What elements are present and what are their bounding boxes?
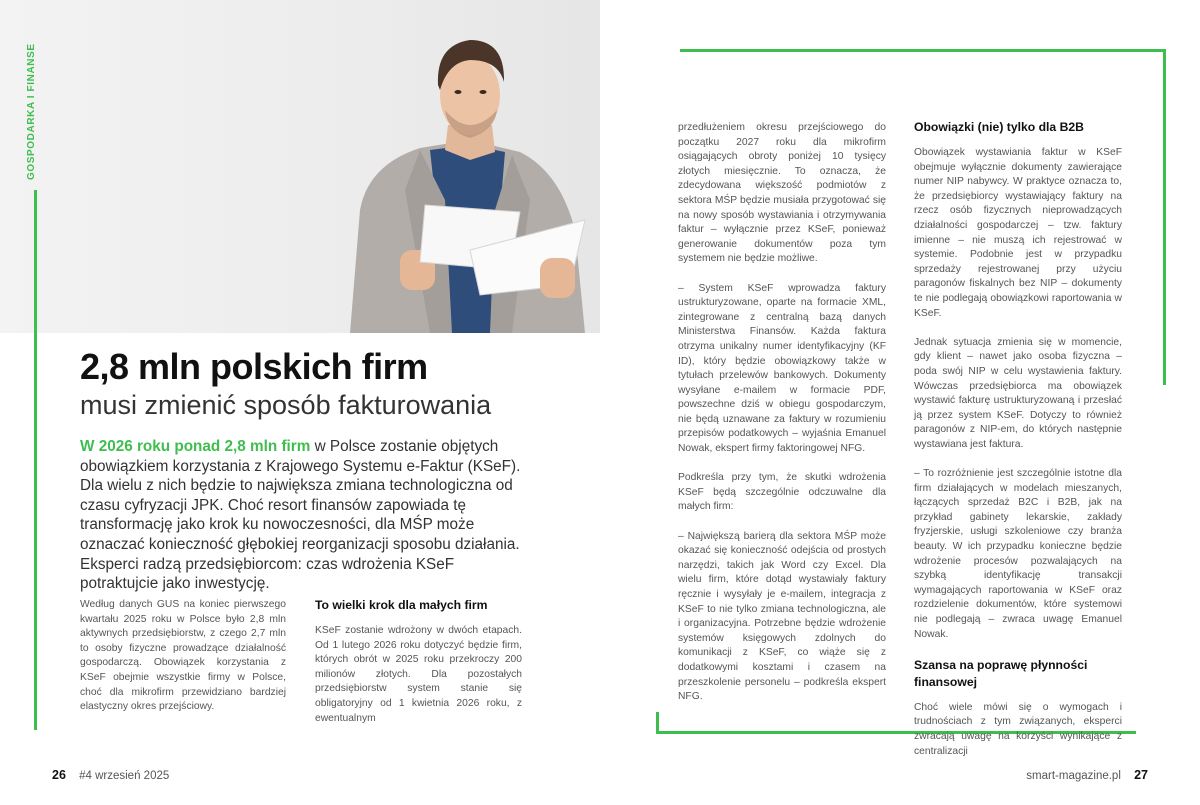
issue-label: #4 wrzesień 2025 xyxy=(79,770,170,782)
hero-photo xyxy=(0,0,600,333)
col4-paragraph-1: Obowiązek wystawiania faktur w KSeF obejmuje wyłącznie dokumenty zawierające numer NIP nabywcy. W praktyce oznacza to, że przedsiębiorcy wystawiający faktury na rzecz osób fizycznych nieprowadzących działalności gospodarczej – tzw. faktury imienne – nie muszą ich rejestrować w systemie. Podobnie jest w przypadku sprzedaży rejestrowanej przy użyciu paragonów fiskalnych bez NIP – dokumenty te nie podlegają obowiązkowi raportowania w KSeF. xyxy=(914,147,1122,319)
col4-paragraph-2: Jednak sytuacja zmienia się w momencie, gdy klient – nawet jako osoba fizyczna – poda swój NIP w celu wystawienia faktury. Wówczas przedsiębiorca ma obowiązek wystawić fakturę ustrukturyzowaną i przesłać ją przez system KSeF. Dotyczy to również paragonów z NIP-em, do których następnie wystawiana jest faktura. xyxy=(914,336,1122,450)
col2-paragraph-1: KSeF zostanie wdrożony w dwóch etapach. Od 1 lutego 2026 roku dotyczyć będzie firm, których obrót w 2025 roku przekroczy 200 milionów złotych. Dla pozostałych przedsiębiorstw system stanie się obligatoryjny od 1 kwietnia 2026 roku, z ewentualnym xyxy=(315,625,522,724)
section-tag-label: GOSPODARKA I FINANSE xyxy=(26,43,37,180)
col3-paragraph-1: przedłużeniem okresu przejściowego do początku 2027 roku dla mikrofirm osiągających obroty poniżej 10 tysięcy złotych miesięcznie. To oznacza, że zdecydowana większość podmiotów z sektora MŚP będzie musiała przygotować się na nowy sposób wystawiania i otrzymywania faktur – wyłącznie przez KSeF, ponieważ generowanie dokumentów poza tym systemem nie będzie możliwe. xyxy=(678,122,886,265)
article-headline: 2,8 mln polskich firm xyxy=(80,346,428,387)
accent-frame-right xyxy=(1163,49,1166,385)
col4-heading-1: Obowiązki (nie) tylko dla B2B xyxy=(914,120,1084,134)
col4-paragraph-4: Choć wiele mówi się o wymogach i trudnościach z tym związanych, eksperci zwracają uwagę na korzyści wynikające z centralizacji xyxy=(914,701,1122,757)
column-4 xyxy=(914,119,1122,774)
accent-frame-top xyxy=(680,49,1166,52)
footer-left xyxy=(52,768,169,782)
col3-paragraph-3: Podkreśla przy tym, że skutki wdrożenia KSeF będą szczególnie odczuwalne dla małych firm: xyxy=(678,472,886,513)
accent-line-left xyxy=(34,190,37,730)
col1-paragraph-1: Według danych GUS na koniec pierwszego kwartału 2025 roku w Polsce było 2,8 mln aktywnych przedsiębiorstw, z czego 2,7 mln to osoby fizyczne prowadzące działalność gospodarczą. Obowiązek korzystania z KSeF obejmie wszystkie firmy w Polsce, choć dla mikrofirm przewidziano bardziej elastyczny okres przejściowy. xyxy=(80,599,286,713)
page-number-left: 26 xyxy=(52,768,66,782)
col2-heading: To wielki krok dla małych firm xyxy=(315,598,488,612)
page-number-right: 27 xyxy=(1134,768,1148,782)
footer-right xyxy=(1026,768,1148,782)
col3-paragraph-4: – Największą barierą dla sektora MŚP może okazać się konieczność odejścia od prostych narzędzi, takich jak Word czy Excel. Dla wielu firm, które dotąd wystawiały faktury ręcznie i wysyłały je e-mailem, integracja z KSeF to nie tylko zmiana technologiczna, ale i organizacyjna. Potrzebne będzie wdrożenie systemów księgowych zdolnych do komunikacji z KSeF, co wiąże się z dodatkowymi kosztami i czasem na przeszkolenie personelu – podkreśla ekspert NFG. xyxy=(678,530,886,703)
lead-text: w Polsce zostanie objętych obowiązkiem korzystania z Krajowego Systemu e-Faktur (KSeF). Dla wielu z nich będzie to największa zmiana technologiczna od czasu cyfryzacji JPK. Choć resort finansów zapowiada tę transformację jako krok ku nowoczesności, dla MŚP może oznaczać konieczność głębokiej reorganizacji sposobu działania. Eksperci radzą przedsiębiorcom: czas wdrożenia KSeF potraktujcie jako inwestycję. xyxy=(80,438,521,593)
col3-paragraph-2: – System KSeF wprowadza faktury ustrukturyzowane, oparte na formacie XML, zintegrowane z centralną bazą danych Ministerstwa Finansów. Każda faktura otrzyma unikalny numer identyfikacyjny (KF ID), który będzie obowiązkowy także w tytułach przelewów bankowych. Dokumenty wysyłane e-mailem w formacie PDF, powszechne dziś w obiegu gospodarczym, nie będą uznawane za faktury w rozumieniu przepisów podatkowych – wyjaśnia Emanuel Nowak, ekspert firmy faktoringowej NFG. xyxy=(678,282,886,455)
column-3 xyxy=(678,121,886,719)
article-subheadline: musi zmienić sposób fakturowania xyxy=(80,390,492,420)
column-2 xyxy=(315,597,522,741)
businessman-illustration xyxy=(0,0,600,333)
site-link[interactable]: smart-magazine.pl xyxy=(1026,770,1121,782)
col4-paragraph-3: – To rozróżnienie jest szczególnie istotne dla firm działających w modelach mieszanych, łączących sprzedaż B2C i B2B, jak na przykład gabinety lekarskie, zakłady fryzjerskie, usługi szkoleniowe czy branża beauty. W ich przypadku konieczne będzie wdrożenie procesów pozwalających na szybką identyfikację transakcji wymagających raportowania w KSeF oraz rozdzielenie dokumentów, które systemowi nie podlegają – zwraca uwagę Emanuel Nowak. xyxy=(914,468,1122,640)
section-tag xyxy=(26,30,46,180)
column-1 xyxy=(80,598,286,729)
article-lead xyxy=(80,437,535,594)
lead-highlight: W 2026 roku ponad 2,8 mln firm xyxy=(80,438,311,455)
col4-heading-2: Szansa na poprawę płynności finansowej xyxy=(914,657,1088,689)
